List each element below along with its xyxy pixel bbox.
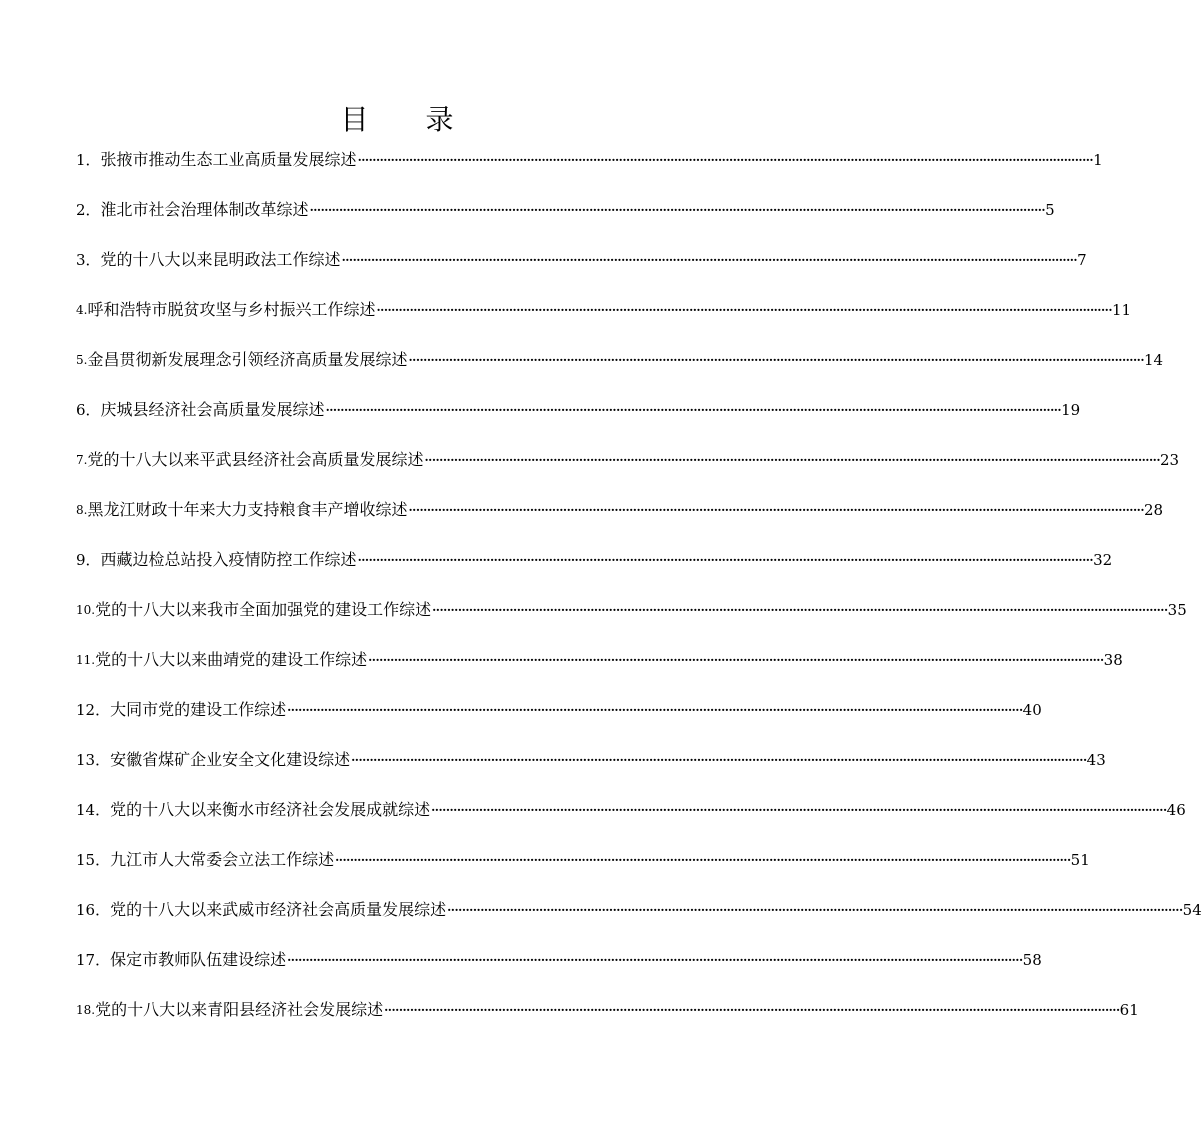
toc-entry-page: 7	[1077, 251, 1087, 269]
toc-entry-page: 61	[1119, 1001, 1139, 1019]
toc-entry-number: 3．	[76, 251, 101, 269]
toc-leader-dots: ········································································································································································································	[424, 453, 1161, 467]
toc-entry	[76, 795, 1186, 825]
toc-entry-number: 2．	[76, 201, 101, 219]
toc-entry-page: 54	[1182, 901, 1202, 919]
toc-entry	[76, 395, 1081, 425]
toc-entry	[76, 845, 1090, 875]
toc-leader-dots: ········································································································································································································	[357, 553, 1094, 567]
toc-leader-dots: ········································································································································································································	[408, 503, 1145, 517]
toc-entry-title: 党的十八大以来武威市经济社会高质量发展综述	[110, 900, 447, 919]
toc-leader-dots: ········································································································································································································	[384, 1003, 1120, 1017]
toc-leader-dots: ········································································································································································································	[287, 703, 1023, 717]
toc-entry	[76, 295, 1132, 325]
toc-entry-page: 19	[1061, 401, 1081, 419]
toc-leader-dots: ········································································································································································································	[287, 953, 1023, 967]
toc-entry-number: 5.	[76, 353, 88, 367]
toc-entry-number: 16．	[76, 901, 111, 919]
toc-leader-dots: ········································································································································································································	[447, 903, 1183, 917]
toc-entry-number: 8.	[76, 503, 88, 517]
toc-entry-page: 38	[1103, 651, 1123, 669]
toc-entry-title: 安徽省煤矿企业安全文化建设综述	[110, 750, 351, 769]
toc-entry-title: 党的十八大以来衡水市经济社会发展成就综述	[110, 800, 431, 819]
toc-leader-dots: ········································································································································································································	[325, 403, 1062, 417]
toc-entry-title: 金昌贯彻新发展理念引领经济高质量发展综述	[87, 350, 408, 369]
toc-entry-number: 15．	[76, 851, 111, 869]
toc-leader-dots: ········································································································································································································	[335, 853, 1071, 867]
toc-leader-dots: ········································································································································································································	[357, 153, 1094, 167]
toc-entry-page: 28	[1144, 501, 1164, 519]
toc-entry-title: 张掖市推动生态工业高质量发展综述	[100, 150, 357, 169]
toc-entry-title: 呼和浩特市脱贫攻坚与乡村振兴工作综述	[87, 300, 376, 319]
toc-entry-page: 14	[1144, 351, 1164, 369]
toc-entry-number: 14．	[76, 801, 111, 819]
toc-leader-dots: ········································································································································································································	[431, 803, 1167, 817]
toc-entry-title: 党的十八大以来平武县经济社会高质量发展综述	[87, 450, 424, 469]
toc-leader-dots: ········································································································································································································	[368, 653, 1104, 667]
toc-entry	[76, 945, 1042, 975]
toc-entry	[76, 545, 1113, 575]
toc-entry	[76, 995, 1139, 1025]
toc-entry-page: 23	[1160, 451, 1180, 469]
toc-entry-page: 40	[1022, 701, 1042, 719]
toc-entry-number: 17．	[76, 951, 111, 969]
toc-entry-page: 58	[1022, 951, 1042, 969]
toc-entry-page: 35	[1167, 601, 1187, 619]
toc-entry	[76, 345, 1164, 375]
toc-entry-page: 11	[1112, 301, 1132, 319]
toc-entry	[76, 445, 1180, 475]
toc-leader-dots: ········································································································································································································	[376, 303, 1113, 317]
toc-entry-number: 6．	[76, 401, 101, 419]
toc-entry-title: 西藏边检总站投入疫情防控工作综述	[100, 550, 357, 569]
toc-entry-number: 10.	[76, 603, 96, 617]
toc-entry	[76, 695, 1042, 725]
toc-entry-title: 庆城县经济社会高质量发展综述	[100, 400, 325, 419]
toc-entry-number: 13．	[76, 751, 111, 769]
toc-entry	[76, 195, 1055, 225]
toc-entry-page: 1	[1093, 151, 1103, 169]
toc-leader-dots: ········································································································································································································	[408, 353, 1145, 367]
toc-leader-dots: ········································································································································································································	[309, 203, 1046, 217]
toc-entry-title: 大同市党的建设工作综述	[110, 700, 287, 719]
toc-entry-title: 保定市教师队伍建设综述	[110, 950, 287, 969]
toc-entry-title: 党的十八大以来青阳县经济社会发展综述	[95, 1000, 384, 1019]
toc-entry-page: 43	[1086, 751, 1106, 769]
toc-entry-title: 党的十八大以来曲靖党的建设工作综述	[95, 650, 368, 669]
toc-entry	[76, 645, 1123, 675]
toc-entry-number: 11.	[76, 653, 96, 667]
toc-entry-number: 4.	[76, 303, 88, 317]
toc-entry	[76, 595, 1187, 625]
toc-entry-title: 黑龙江财政十年来大力支持粮食丰产增收综述	[87, 500, 408, 519]
toc-entry-number: 12．	[76, 701, 111, 719]
toc-entry	[76, 495, 1164, 525]
toc-entry-number: 7.	[76, 453, 88, 467]
toc-entry-title: 党的十八大以来昆明政法工作综述	[100, 250, 341, 269]
toc-entry-number: 9．	[76, 551, 101, 569]
toc-entry-title: 党的十八大以来我市全面加强党的建设工作综述	[95, 600, 432, 619]
toc-leader-dots: ········································································································································································································	[341, 253, 1078, 267]
toc-entry-number: 1．	[76, 151, 101, 169]
toc-title: 目 录	[340, 103, 478, 136]
toc-entry-page: 46	[1166, 801, 1186, 819]
toc-entry-page: 5	[1045, 201, 1055, 219]
toc-entry	[76, 245, 1087, 275]
toc-entry	[76, 745, 1106, 775]
toc-entry-title: 淮北市社会治理体制改革综述	[100, 200, 309, 219]
toc-entry	[76, 895, 1202, 925]
toc-entry-page: 51	[1070, 851, 1090, 869]
toc-leader-dots: ········································································································································································································	[432, 603, 1168, 617]
toc-leader-dots: ········································································································································································································	[351, 753, 1087, 767]
toc-entry-number: 18.	[76, 1003, 96, 1017]
toc-entry-page: 32	[1093, 551, 1113, 569]
toc-entry-title: 九江市人大常委会立法工作综述	[110, 850, 335, 869]
toc-entry	[76, 145, 1103, 175]
